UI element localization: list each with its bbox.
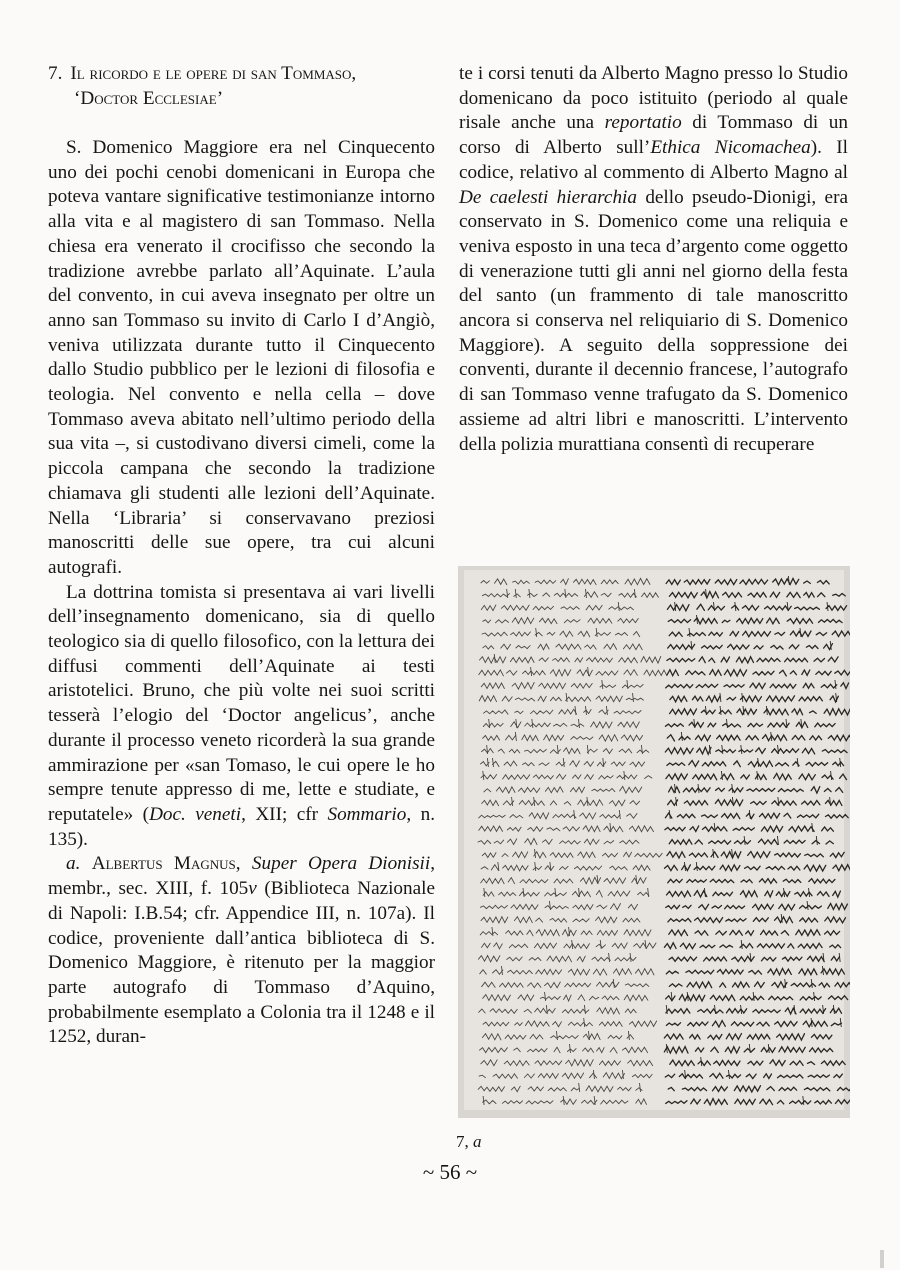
manuscript-image — [458, 566, 850, 1118]
citation-sommario: Sommario — [327, 803, 407, 825]
section-title-line1: Il ricordo e le opere di san Tommaso, — [70, 63, 357, 84]
manuscript-handwriting — [458, 566, 850, 1118]
title-ethica-nicomachea: Ethica Nicomachea — [650, 137, 811, 159]
left-column — [48, 62, 435, 1050]
item-work: Super Opera Dionisii — [251, 853, 431, 875]
item-label: a. — [66, 853, 81, 875]
citation-doc-veneti: Doc. veneti — [149, 803, 242, 825]
item-author: Albertus Magnus — [91, 853, 236, 875]
paragraph-3-item-a: a. Albertus Magnus, Super Opera Dionisii, membr., sec. XIII, f. 105v (Biblioteca Nazionale di Napoli: I.B.54; cfr. Appendice III, n. 107a). Il codice, proveniente dall’antica biblioteca di S. Domenico Maggiore, è ritenuto per la maggior parte autografo di Tommaso d’Aquino, probabilmente esemplato a Colonia tra il 1248 e il 1252, duran- — [48, 853, 436, 1048]
section-heading — [48, 62, 435, 111]
section-number: 7. — [48, 63, 63, 84]
page-number: ~ 56 ~ — [422, 1160, 478, 1184]
figure-caption: 7, a — [456, 1132, 482, 1151]
right-column — [459, 62, 848, 457]
section-title-line2: ‘Doctor Ecclesiae’ — [74, 87, 224, 109]
term-reportatio: reportatio — [604, 112, 682, 134]
paragraph-2: La dottrina tomista si presentava ai vari livelli dell’insegnamento domenicano, sia di quello teologico sia di quello filosofico, con la lettura dei diffusi commenti dell’Aquinate ai testi aristotelici. Bruno, che più volte nei suoi scritti tesserà l’elogio del ‘Doctor angelicus’, anche durante il processo veneto ricorderà la sua grande ammirazione per «san Tomaso, le cui opere le ho sempre tenute appresso di me, lette e studiate, e reputatele» (Doc. veneti, XII; cfr Sommario, n. 135). — [48, 581, 435, 850]
page-edge-mark — [880, 1250, 884, 1268]
title-de-caelesti-hierarchia: De caelesti hierarchia — [459, 186, 637, 208]
paragraph-1: S. Domenico Maggiore era nel Cinquecento uno dei pochi cenobi domenicani in Europa che poteva vantare significative testimonianze intorno alla vita e al magistero di san Tommaso. Nella chiesa era venerato il crocifisso che secondo la tradizione avrebbe parlato all’Aquinate. L’aula del convento, in cui aveva insegnato per oltre un anno san Tommaso su invito di Carlo I d’Angiò, veniva utilizzata durante tutto il Cinquecento dallo Studio pubblico per le lezioni di filosofia e teologia. Nel convento e nella cella – dove Tommaso aveva abitato nell’ultimo periodo della sua vita –, si custodivano diversi cimeli, come la piccola campana che secondo la tradizione chiamava gli studenti alle lezioni dell’Aquinate. Nella ‘Libraria’ si conservavano preziosi manoscritti delle sue opere, tra cui alcuni autografi. — [48, 137, 435, 578]
paragraph-continued: te i corsi tenuti da Alberto Magno presso lo Studio domenicano da poco istituito (periodo al quale risale anche una reportatio di Tommaso di un corso di Alberto sull’Ethica Nicomachea). Il codice, relativo al commento di Alberto Magno al De caelesti hierarchia dello pseudo-Dionigi, era conservato in S. Domenico come una reliquia e veniva esposto in una teca d’argento come oggetto di venerazione tutti gli anni nel giorno della festa del santo (un frammento di tale manoscritto ancora si conserva nel reliquiario di S. Domenico Maggiore). A seguito della soppressione dei conventi, durante il decennio francese, l’autografo di san Tommaso venne trafugato da S. Domenico assieme ad altri libri e manoscritti. L’intervento della polizia murattiana consentì di recuperare — [459, 63, 848, 455]
